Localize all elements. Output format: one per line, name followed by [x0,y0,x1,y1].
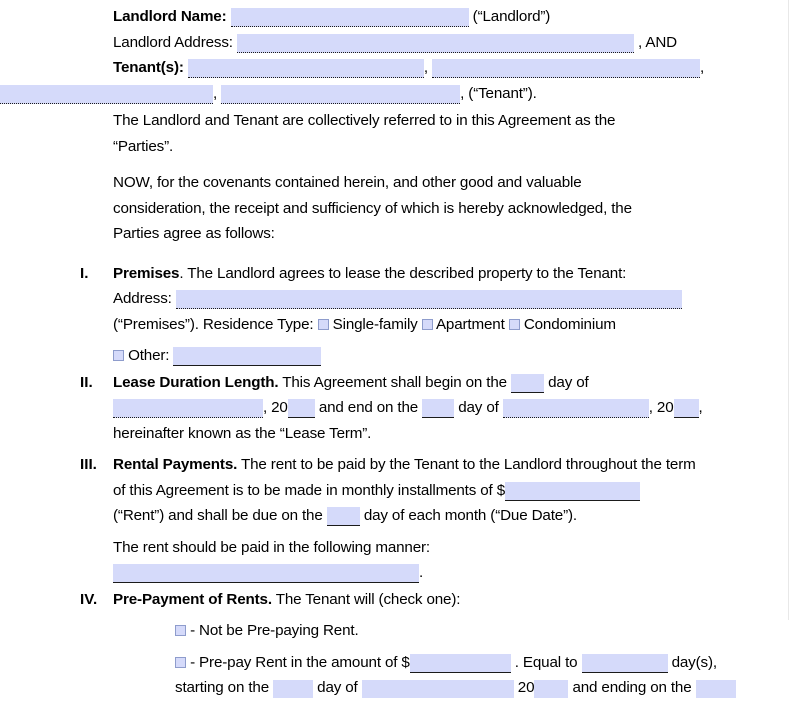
prepay-text-3: day(s), [671,653,717,671]
section-lease-duration [76,370,789,447]
section-premises [76,261,789,369]
tenant-1-separator: , [423,59,428,76]
prepay-days-field[interactable] [582,654,668,673]
rent-manner-label-row [113,535,789,561]
section-pre-payment-numeral: IV. [80,590,98,608]
section-rental-payments-numeral: III. [80,456,97,473]
pre-payment-heading-row [113,587,789,613]
prepay-amount-field[interactable] [410,654,511,673]
section-pre-payment [76,587,789,701]
lease-end-year-field[interactable] [674,399,699,418]
label-single-family: Single-family [332,315,418,333]
lease-duration-text-7: , [698,399,703,416]
tenant-2-separator: , [700,59,705,76]
landlord-address-suffix: , AND [638,33,677,51]
lease-duration-row-3 [113,421,789,447]
section-rental-payments [76,452,789,586]
landlord-name-field[interactable] [231,8,469,27]
tenants-row-2 [0,81,789,107]
rental-due-date-row [113,503,789,529]
consideration-text: NOW, for the covenants contained herein, and other good and valuable consideration, the receipt and sufficiency of which is hereby acknowledged, the Parties agree as follows: [113,174,632,242]
tenant-3-field[interactable] [0,85,213,104]
prepay-text-6: 20 [517,679,535,696]
rental-payments-text-1: The rent to be paid by the Tenant to the Landlord throughout the term of this Agreement is to be made in monthly installments of $ [113,456,696,499]
lease-begin-day-field[interactable] [511,374,544,393]
rent-due-day-field[interactable] [327,507,360,526]
pre-payment-option-2-row [175,650,789,676]
tenants-label: Tenant(s): [113,59,184,76]
landlord-name-row [113,4,789,30]
section-premises-numeral: I. [80,264,89,282]
tenant-4-field[interactable] [221,85,460,104]
premises-address-field[interactable] [176,290,682,309]
lease-duration-text-6: , 20 [648,399,674,416]
premises-address-label: Address: [113,290,172,307]
rent-manner-label: The rent should be paid in the following manner: [113,538,431,556]
lease-duration-row-2 [113,395,789,421]
landlord-address-row [113,30,789,56]
label-other: Other: [128,347,170,364]
lease-end-day-field[interactable] [422,399,454,418]
lease-end-month-field[interactable] [503,399,649,418]
premises-title-trailer: . [179,264,184,282]
lease-duration-text-4: and end on the [318,399,419,416]
pre-payment-text-1: The Tenant will (check one): [271,590,461,608]
residence-other-row [113,343,789,369]
spacer-1 [113,159,789,170]
tenants-row-1 [113,55,789,81]
rent-manner-field-row [113,560,789,586]
parties-block [113,4,789,247]
prepay-text-2: . Equal to [514,653,578,671]
tenant-suffix: , (“Tenant”). [460,84,537,102]
prepay-start-month-field[interactable] [362,680,514,698]
rent-manner-period: . [419,564,424,581]
pre-payment-option-2-row-2 [175,675,789,701]
checkbox-apartment[interactable] [422,319,433,330]
label-apartment: Apartment [435,315,505,333]
tenant-3-separator: , [213,84,218,102]
pre-payment-title: Pre-Payment of Rents. [113,590,272,608]
rental-payments-text-2: (“Rent”) and shall be due on the [113,507,323,524]
label-prepay-rent: - Pre-pay Rent in the amount of $ [190,653,410,671]
premises-heading-row [113,261,789,287]
premises-title: Premises [113,264,180,282]
collective-reference-paragraph [113,108,673,159]
tenant-1-field[interactable] [188,59,424,78]
lease-duration-text-5: day of [458,399,499,416]
lease-duration-row-1 [113,370,789,396]
lease-begin-month-field[interactable] [113,399,263,418]
checkbox-not-prepaying[interactable] [175,625,186,636]
residence-type-row [113,312,789,338]
rental-payments-paragraph [113,452,696,503]
lease-duration-title: Lease Duration Length. [113,373,279,391]
section-lease-duration-numeral: II. [80,373,93,391]
landlord-name-label: Landlord Name: [113,8,227,25]
landlord-name-suffix: (“Landlord”) [472,8,551,25]
prepay-text-5: day of [317,679,358,696]
label-not-prepaying: - Not be Pre-paying Rent. [190,622,359,639]
monthly-installment-field[interactable] [505,482,640,501]
lease-duration-text-1: This Agreement shall begin on the [278,373,507,391]
prepay-start-day-field[interactable] [273,680,313,698]
landlord-address-label: Landlord Address: [113,33,233,51]
checkbox-single-family[interactable] [318,319,329,330]
lease-begin-year-field[interactable] [288,399,315,418]
lease-duration-text-2: day of [548,373,589,391]
pre-payment-option-1-row [175,618,789,644]
prepay-text-4: starting on the [175,679,269,696]
prepay-text-7: and ending on the [572,679,692,696]
checkbox-prepay-rent[interactable] [175,657,186,668]
checkbox-other[interactable] [113,350,124,361]
spacer-2 [0,247,789,261]
tenant-2-field[interactable] [432,59,700,78]
prepay-start-year-field[interactable] [534,680,568,698]
rental-payments-title: Rental Payments. [113,456,238,473]
other-residence-field[interactable] [173,347,321,366]
landlord-address-field[interactable] [237,34,634,53]
rental-payments-text-3: day of each month (“Due Date”). [363,507,577,524]
lease-term-text: hereinafter known as the “Lease Term”. [113,424,372,442]
checkbox-condominium[interactable] [509,319,520,330]
premises-address-row [113,286,789,312]
rent-manner-field[interactable] [113,564,419,583]
prepay-end-day-field[interactable] [696,680,736,698]
collective-reference-text: The Landlord and Tenant are collectively referred to in this Agreement as the “Parties”. [113,112,616,155]
premises-lead-text: The Landlord agrees to lease the described property to the Tenant: [183,264,627,282]
consideration-paragraph [113,170,668,247]
premises-suffix-text: (“Premises”). Residence Type: [113,315,314,333]
lease-duration-text-3: , 20 [263,399,288,416]
label-condominium: Condominium [523,315,616,333]
